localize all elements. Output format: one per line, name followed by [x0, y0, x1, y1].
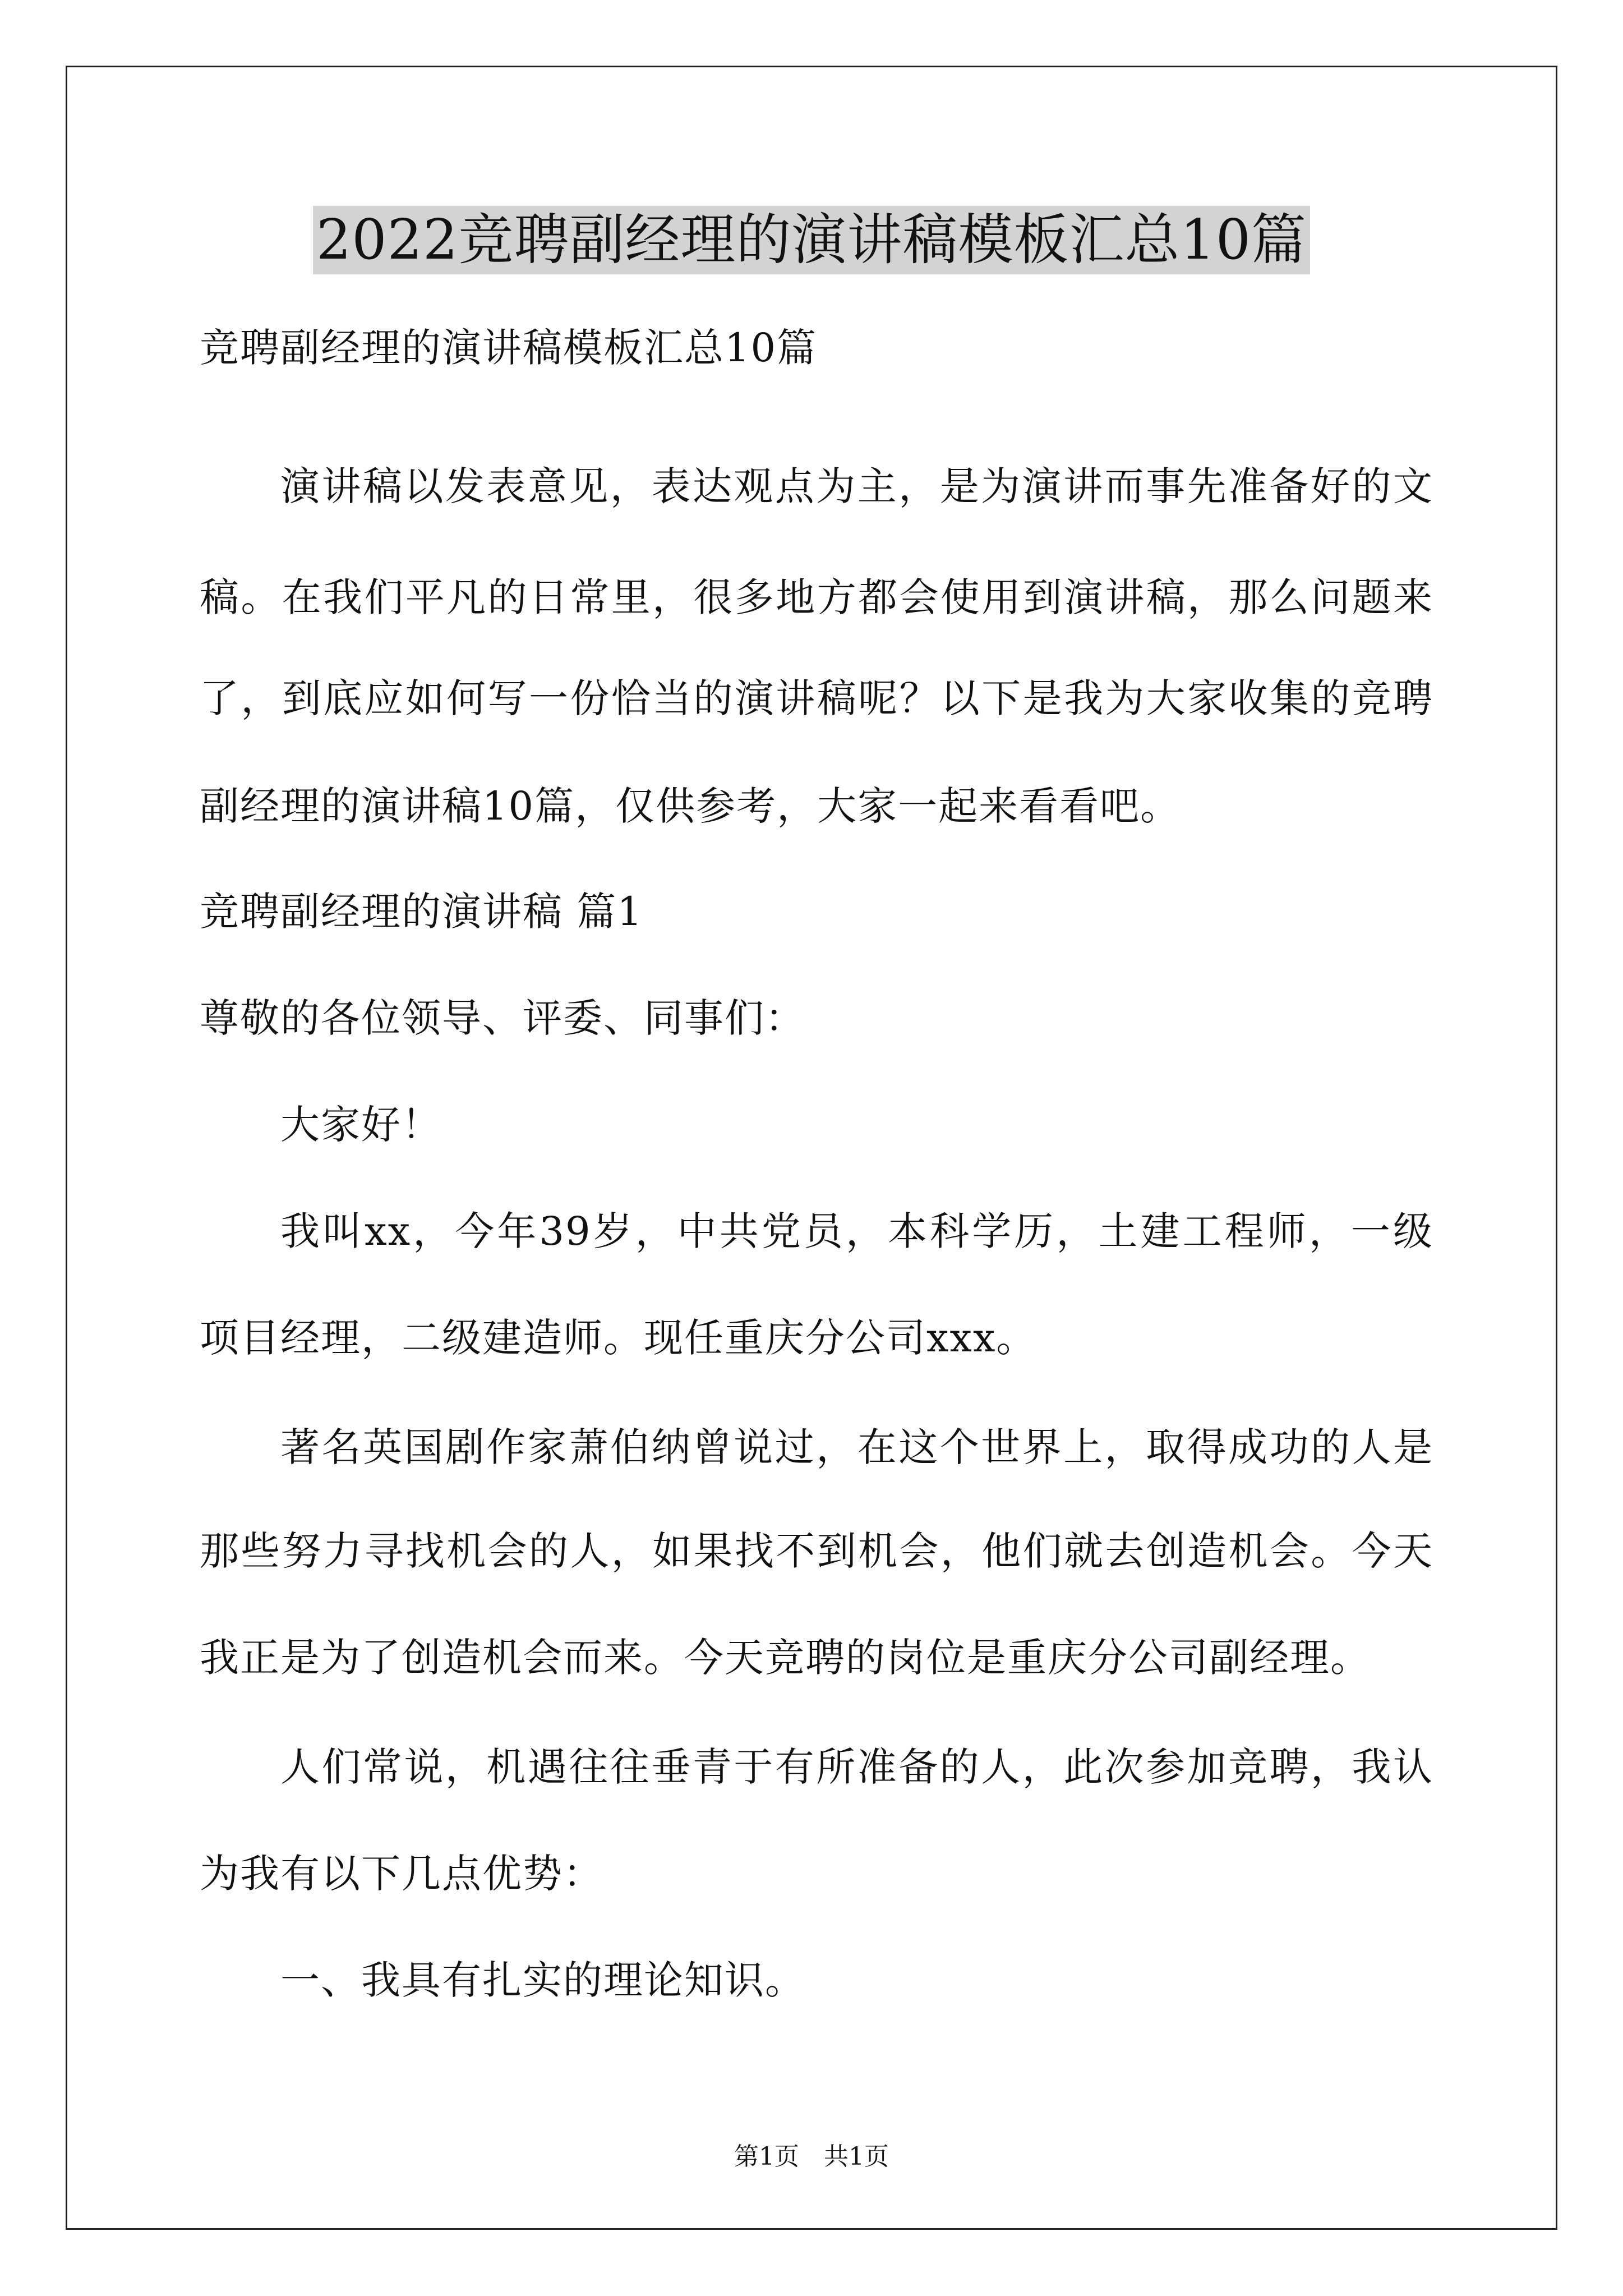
document-title: [0, 203, 1623, 277]
para1-line-1: 我叫xx，今年39岁，中共党员，本科学历，土建工程师，一级: [280, 1208, 1433, 1254]
subtitle: 竞聘副经理的演讲稿模板汇总10篇: [200, 325, 818, 371]
para3-line-1: 人们常说，机遇往往垂青于有所准备的人，此次参加竞聘，我认: [280, 1744, 1433, 1790]
intro-line-3: 了，到底应如何写一份恰当的演讲稿呢？以下是我为大家收集的竞聘: [200, 675, 1433, 721]
intro-line-2: 稿。在我们平凡的日常里，很多地方都会使用到演讲稿，那么问题来: [200, 574, 1433, 620]
intro-line-4: 副经理的演讲稿10篇，仅供参考，大家一起来看看吧。: [200, 783, 1181, 829]
point-1: 一、我具有扎实的理论知识。: [280, 1957, 805, 2003]
greeting: 大家好！: [280, 1102, 442, 1148]
salutation: 尊敬的各位领导、评委、同事们：: [200, 995, 805, 1041]
intro-line-1: 演讲稿以发表意见，表达观点为主，是为演讲而事先准备好的文: [280, 463, 1433, 509]
para1-line-2: 项目经理，二级建造师。现任重庆分公司xxx。: [200, 1315, 1037, 1361]
para3-line-2: 为我有以下几点优势：: [200, 1851, 603, 1897]
document-title-text: 2022竞聘副经理的演讲稿模板汇总10篇: [313, 206, 1310, 274]
para2-line-3: 我正是为了创造机会而来。今天竞聘的岗位是重庆分公司副经理。: [200, 1635, 1371, 1681]
page-number-footer: 第1页 共1页: [734, 2142, 889, 2171]
para2-line-1: 著名英国剧作家萧伯纳曾说过，在这个世界上，取得成功的人是: [280, 1424, 1433, 1470]
para2-line-2: 那些努力寻找机会的人，如果找不到机会，他们就去创造机会。今天: [200, 1528, 1433, 1574]
section-heading: 竞聘副经理的演讲稿 篇1: [200, 889, 643, 935]
